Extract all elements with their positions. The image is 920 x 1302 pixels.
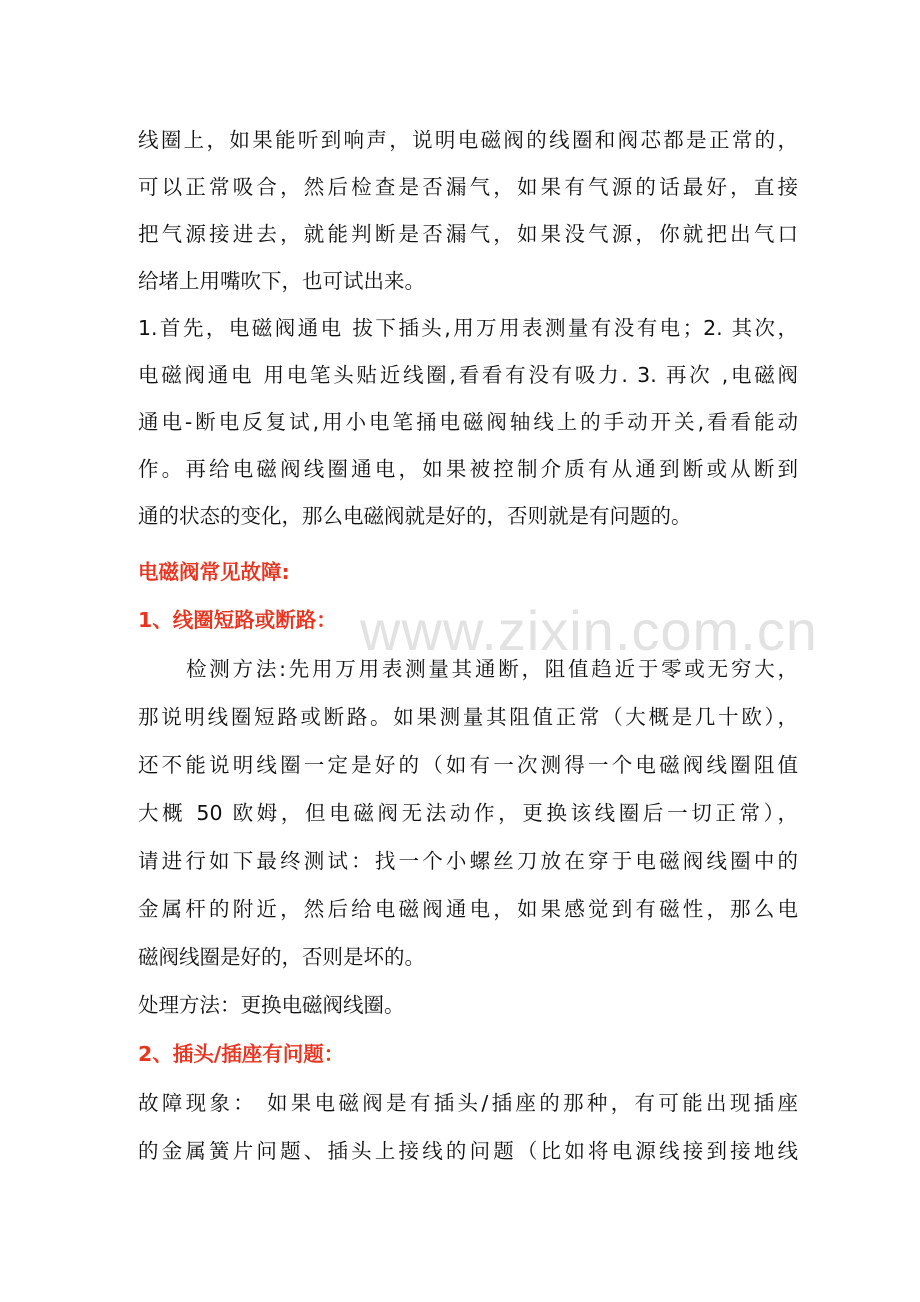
paragraph-line: 的金属簧片问题、插头上接线的问题（比如将电源线接到接地线 <box>138 1139 798 1163</box>
subsection-heading: 2、插头/插座有问题： <box>138 1042 345 1066</box>
paragraph-line: 可以正常吸合，然后检查是否漏气，如果有气源的话最好，直接 <box>138 175 798 199</box>
paragraph-line: 金属杆的附近，然后给电磁阀通电，如果感觉到有磁性，那么电 <box>138 897 798 921</box>
paragraph-line: 给堵上用嘴吹下，也可试出来。 <box>138 269 425 293</box>
watermark: www.zixin.com.cn <box>360 599 818 662</box>
paragraph-line: 通的状态的变化，那么电磁阀就是好的，否则就是有问题的。 <box>138 504 692 528</box>
paragraph-line: 故障现象： 如果电磁阀是有插头/插座的那种，有可能出现插座 <box>138 1091 798 1115</box>
paragraph-line: 作。再给电磁阀线圈通电，如果被控制介质有从通到断或从断到 <box>138 457 798 481</box>
paragraph-line: 请进行如下最终测试：找一个小螺丝刀放在穿于电磁阀线圈中的 <box>138 849 798 873</box>
paragraph-line: 磁阀线圈是好的，否则是坏的。 <box>138 945 425 969</box>
paragraph-line: 处理方法：更换电磁阀线圈。 <box>138 993 405 1017</box>
paragraph-line: 检测方法:先用万用表测量其通断，阻值趋近于零或无穷大， <box>186 657 798 681</box>
paragraph-line: 通电-断电反复试,用小电笔捅电磁阀轴线上的手动开关,看看能动 <box>138 410 798 434</box>
paragraph-line: 把气源接进去，就能判断是否漏气，如果没气源，你就把出气口 <box>138 222 798 246</box>
subsection-heading: 1、线圈短路或断路： <box>138 608 337 632</box>
paragraph-line: 1.首先，电磁阀通电 拔下插头,用万用表测量有没有电；2. 其次， <box>138 316 798 340</box>
paragraph-line: 线圈上，如果能听到响声，说明电磁阀的线圈和阀芯都是正常的， <box>138 128 798 152</box>
paragraph-line: 大概 50 欧姆，但电磁阀无法动作，更换该线圈后一切正常）， <box>138 801 798 825</box>
paragraph-line: 还不能说明线圈一定是好的（如有一次测得一个电磁阀线圈阻值 <box>138 753 798 777</box>
section-heading: 电磁阀常见故障: <box>138 560 290 584</box>
paragraph-line: 那说明线圈短路或断路。如果测量其阻值正常（大概是几十欧）， <box>138 705 798 729</box>
paragraph-line: 电磁阀通电 用电笔头贴近线圈,看看有没有吸力. 3. 再次 ,电磁阀 <box>138 363 798 387</box>
